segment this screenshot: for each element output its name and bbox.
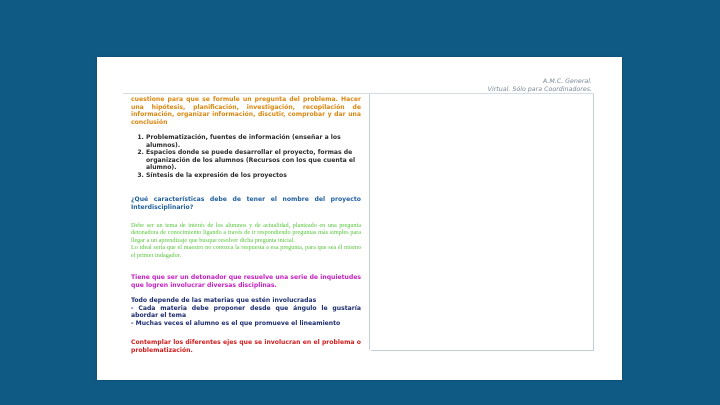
document-page	[97, 57, 622, 380]
right-column	[371, 94, 594, 351]
navy-item: - Muchas veces el alumno es el que promueve el lineamiento	[131, 319, 341, 327]
red-answer: Contemplar los diferentes ejes que se involucran en el problema o problematización.	[131, 339, 361, 354]
green-answer: Debe ser un tema de interés de los alumnos y de actualidad, planteado en una pregunta detonadora de conocimiento ligando a través de ir respondiendo preguntas más simples para llegar a un aprendizaje que busque resolver dicha pregunta inicial. Lo ideal sería que el maestro no conozca la respuesta a esa pregunta, para que sea él mismo el primer indagador.	[131, 222, 361, 259]
list-item: 1. Problematización, fuentes de información (enseñar a los alumnos).	[146, 134, 361, 149]
intro-paragraph: cuestione para que se formule un pregunta del problema. Hacer una hipótesis, planificación, investigación, recopilación de información, organizar información, discutir, comprobar y dar una conclusión	[131, 96, 361, 126]
navy-heading: Todo depende de las materias que estén involucradas	[131, 297, 317, 305]
question-heading: ¿Qué características debe de tener el nombre del proyecto Interdisciplinario?	[131, 196, 361, 211]
left-column	[123, 94, 370, 354]
table-frame	[123, 93, 594, 354]
steps-list	[131, 134, 361, 179]
navy-item: - Cada materia debe proponer desde que ángulo le gustaría abordar el tema	[131, 304, 361, 320]
header-line-1: A.M.C. General.	[542, 78, 592, 85]
page-header	[488, 78, 592, 94]
list-item: 2. Espacios donde se puede desarrollar el proyecto, formas de organización de los alumnos (Recursos con los que cuenta el alumno).	[146, 149, 361, 172]
magenta-answer: Tiene que ser un detonador que resuelve una serie de inquietudes que logren involucrar diversas disciplinas.	[131, 274, 361, 289]
header-line-2: Virtual. Sólo para Coordinadores.	[487, 86, 592, 93]
navy-answer	[131, 297, 361, 327]
list-item: 3. Síntesis de la expresión de los proyectos	[146, 172, 361, 180]
left-column-content	[131, 96, 361, 354]
